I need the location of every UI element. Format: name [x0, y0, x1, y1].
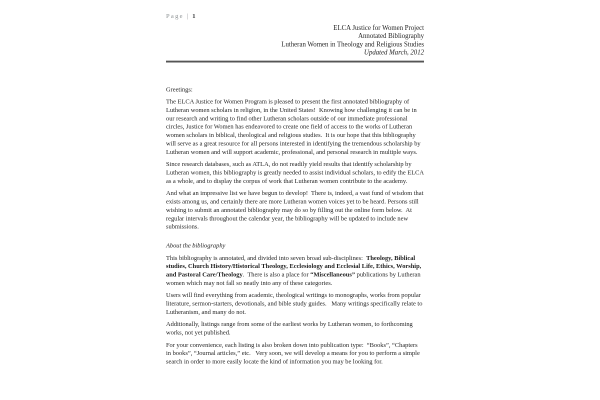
detail-paragraph-1: Users will find everything from academic, theological writings to monographs, works from popular literature, sermon-starters, devotionals, and bible study guides. Many writings specifically relate to Lutheranism, and many do not.	[166, 291, 425, 316]
doc-title-line-3: Lutheran Women in Theology and Religious Studies	[281, 40, 424, 48]
text-segment: publications by Lutheran women which may not fall so neatly into any of these categories.	[166, 271, 423, 287]
about-paragraph	[166, 254, 424, 288]
bold-text-segment: Theology, Biblical studies, Church History/Historical Theology, Ecclesiology and Ecclesial Life, Ethics, Worship, and Pastoral Care/Theology	[166, 254, 423, 279]
doc-updated-line: Updated March, 2012	[364, 48, 424, 57]
document-body	[166, 85, 424, 366]
intro-paragraph-1: The ELCA Justice for Women Program is pleased to present the first annotated bibliography of Lutheran women scholars in religion, in the United States! Knowing how challenging it can be in our research and writing to find other Lutheran scholars outside of our immediate professional circles, Justice for Women has endeavored to create one field of access to the works of Lutheran women scholars in biblical, theological and religious studies. It is our hope that this bibliography will serve as a great resource for all persons interested in identifying the tremendous scholarship by Lutheran women and will support academic, professional, and personal research in multiple ways.	[166, 98, 423, 156]
page-number-header	[166, 12, 424, 20]
page-number: 1	[192, 12, 196, 20]
document-title-block	[166, 24, 424, 57]
intro-paragraph-3: And what an impressive list we have begun to develop! There is, indeed, a vast fund of wisdom that exists among us, and certainly there are more Lutheran women voices yet to be heard. Persons still wishing to submit an annotated bibliography may do so by filling out the online form below. At regular intervals throughout the calendar year, the bibliography will be updated to include new submissions.	[166, 189, 425, 231]
detail-paragraph-3: For your convenience, each listing is also broken down into publication type: “Books”, “Chapters in books”, “Journal articles,” etc. Very soon, we will develop a means for you to perform a simple search in order to more easily locate the kind of information you may be looking for.	[166, 341, 422, 366]
section-heading-about: About the bibliography	[166, 242, 226, 250]
greeting-text: Greetings:	[166, 85, 193, 93]
document-content-column	[166, 12, 424, 370]
page-number-label: Page |	[166, 12, 190, 20]
text-segment: This bibliography is annotated, and divided into seven broad sub-disciplines:	[166, 254, 367, 262]
detail-paragraph-2: Additionally, listings range from some of the earliest works by Lutheran women, to forthcoming works, not yet published.	[166, 320, 415, 337]
header-rule-divider	[166, 60, 424, 62]
doc-title-line-2: Annotated Bibliography	[358, 32, 424, 40]
intro-paragraph-2: Since research databases, such as ATLA, do not readily yield results that identify scholarship by Lutheran women, this bibliography is greatly needed to assist individual scholars, to edify the ELCA as a whole, and to display the corpus of work that Lutheran women contribute to the academy.	[166, 160, 426, 185]
doc-title-line-1: ELCA Justice for Women Project	[333, 24, 424, 32]
bold-text-segment: “Miscellaneous”	[310, 271, 356, 279]
text-segment: . There is also a place for	[242, 271, 311, 279]
